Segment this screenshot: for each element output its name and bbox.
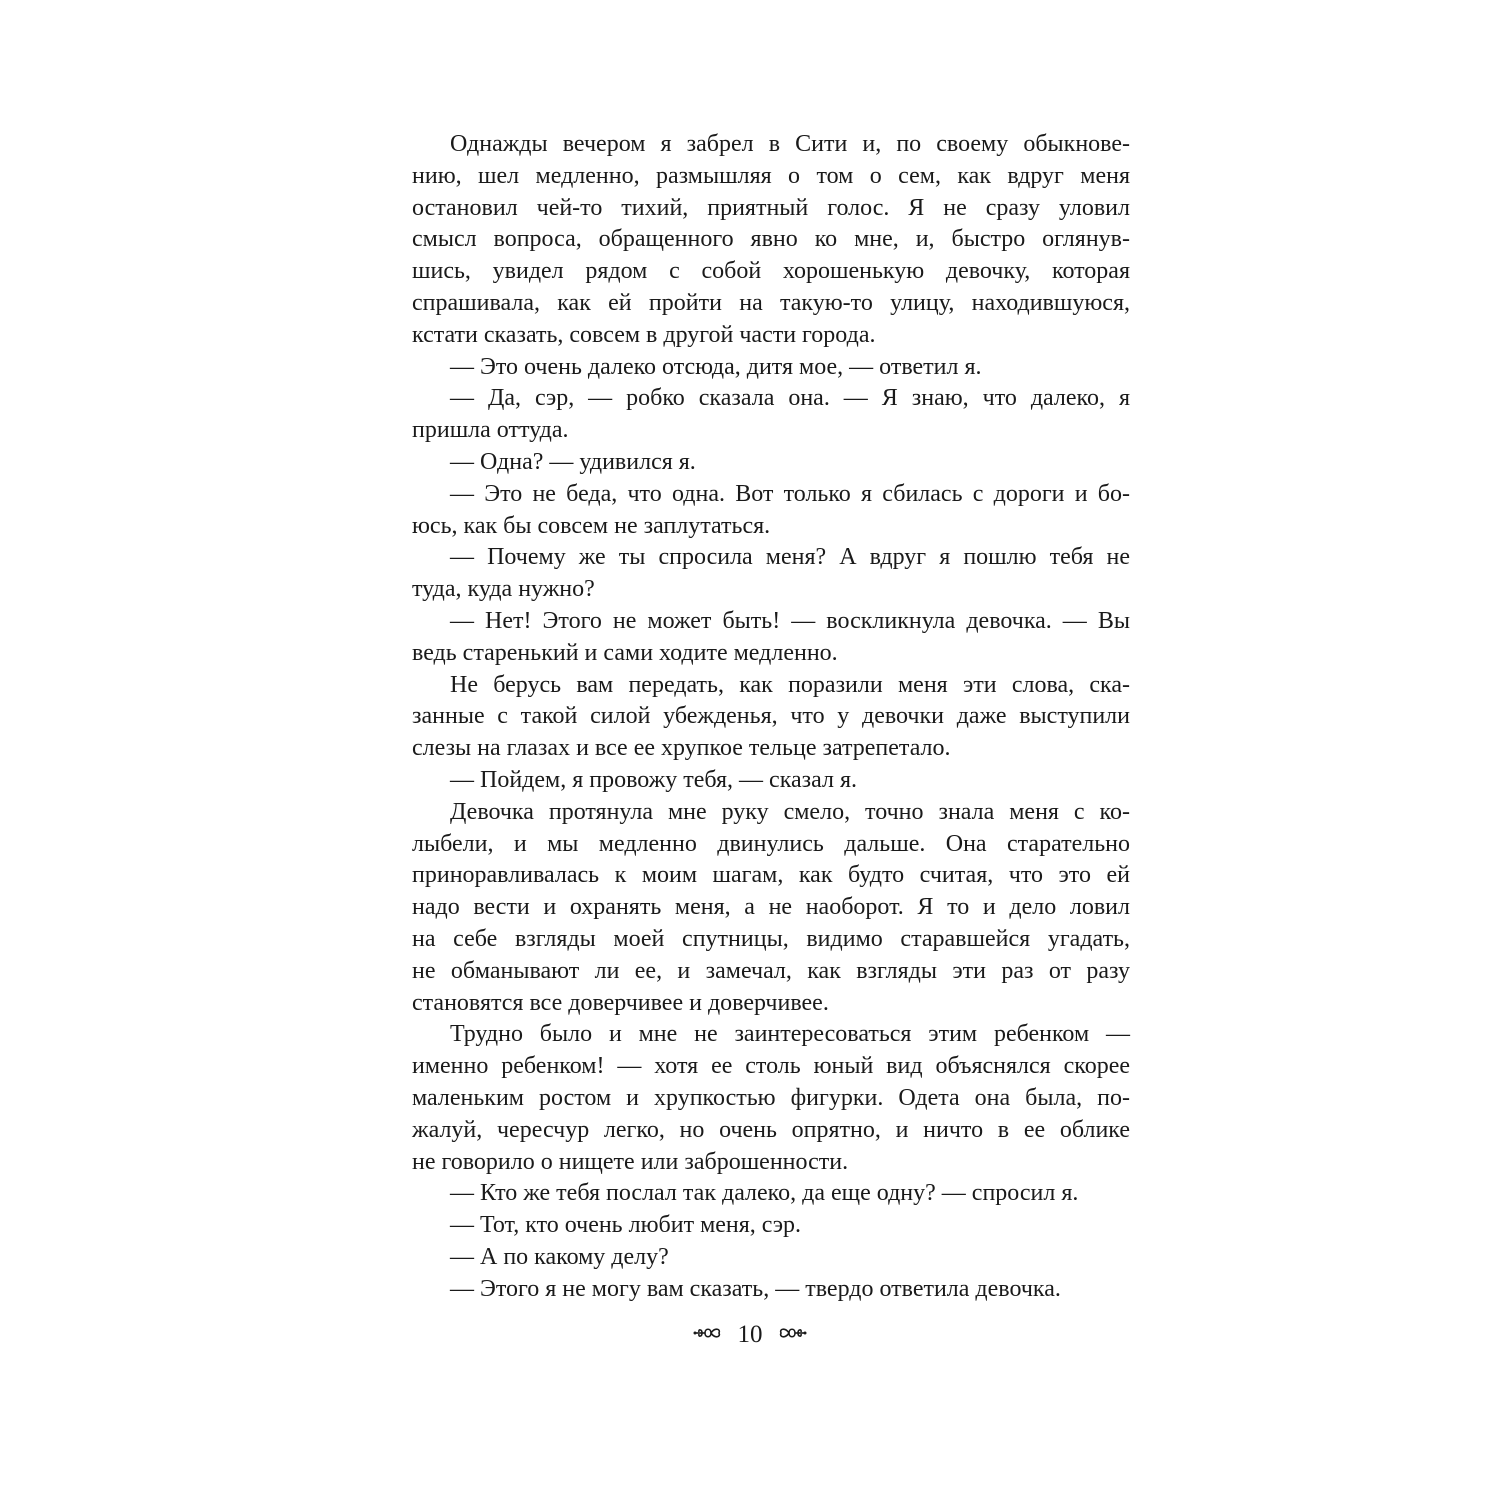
flourish-left-icon	[693, 1321, 723, 1349]
page-footer	[0, 1320, 1500, 1349]
text-line: на себе взгляды моей спутницы, видимо старавшейся угадать,	[412, 925, 1130, 952]
flourish-right-icon	[777, 1321, 807, 1349]
text-line: надо вести и охранять меня, а не наоборот. Я то и дело ловил	[412, 894, 1130, 921]
text-line: шись, увидел рядом с собой хорошенькую девочку, которая	[412, 258, 1130, 285]
text-line: — Тот, кто очень любит меня, сэр.	[450, 1212, 802, 1239]
text-line: пришла оттуда.	[412, 417, 569, 444]
text-line: кстати сказать, совсем в другой части города.	[412, 321, 876, 348]
text-line: Однажды вечером я забрел в Сити и, по своему обыкнове-	[450, 131, 1130, 157]
text-line: становятся все доверчивее и доверчивее.	[412, 989, 829, 1016]
text-line: — А по какому делу?	[450, 1243, 669, 1270]
text-line: Не берусь вам передать, как поразили меня эти слова, ска-	[450, 671, 1130, 698]
text-line: — Это не беда, что одна. Вот только я сбилась с дороги и бо-	[450, 480, 1130, 507]
text-line: именно ребенком! — хотя ее столь юный вид объяснялся скорее	[412, 1053, 1130, 1080]
text-line: юсь, как бы совсем не заплутаться.	[412, 512, 771, 539]
text-line: занные с такой силой убежденья, что у девочки даже выступили	[412, 703, 1130, 730]
text-line: туда, куда нужно?	[412, 576, 595, 603]
text-line: нию, шел медленно, размышляя о том о сем, как вдруг меня	[412, 162, 1130, 189]
text-line: приноравливалась к моим шагам, как будто считая, что это ей	[412, 862, 1130, 889]
body-text	[412, 129, 1130, 1305]
page-number: 10	[737, 1321, 763, 1349]
text-line: — Почему же ты спросила меня? А вдруг я пошлю тебя не	[450, 544, 1130, 571]
text-line: — Этого я не могу вам сказать, — твердо ответила девочка.	[450, 1275, 1061, 1302]
text-line: маленьким ростом и хрупкостью фигурки. Одета она была, по-	[412, 1084, 1130, 1111]
text-line: слезы на глазах и все ее хрупкое тельце затрепетало.	[412, 735, 951, 762]
text-line: лыбели, и мы медленно двинулись дальше. Она старательно	[412, 830, 1130, 857]
text-line: — Пойдем, я провожу тебя, — сказал я.	[450, 766, 858, 793]
text-line: Девочка протянула мне руку смело, точно знала меня с ко-	[450, 798, 1130, 825]
text-line: — Одна? — удивился я.	[450, 448, 696, 475]
text-line: остановил чей-то тихий, приятный голос. Я не сразу уловил	[412, 194, 1130, 221]
text-line: жалуй, чересчур легко, но очень опрятно, и ничто в ее облике	[412, 1116, 1130, 1143]
text-line: — Это очень далеко отсюда, дитя мое, — ответил я.	[450, 353, 982, 380]
text-line: ведь старенький и сами ходите медленно.	[412, 639, 838, 666]
text-line: Трудно было и мне не заинтересоваться этим ребенком —	[450, 1021, 1130, 1048]
text-line: не обманывают ли ее, и замечал, как взгляды эти раз от разу	[412, 957, 1130, 984]
text-line: смысл вопроса, обращенного явно ко мне, и, быстро оглянув-	[412, 226, 1130, 253]
text-line: не говорило о нищете или заброшенности.	[412, 1148, 849, 1175]
text-line: — Кто же тебя послал так далеко, да еще одну? — спросил я.	[450, 1180, 1079, 1207]
text-line: спрашивала, как ей пройти на такую-то улицу, находившуюся,	[412, 289, 1130, 316]
text-line: — Нет! Этого не может быть! — воскликнула девочка. — Вы	[450, 607, 1130, 634]
text-line: — Да, сэр, — робко сказала она. — Я знаю, что далеко, я	[450, 385, 1130, 412]
